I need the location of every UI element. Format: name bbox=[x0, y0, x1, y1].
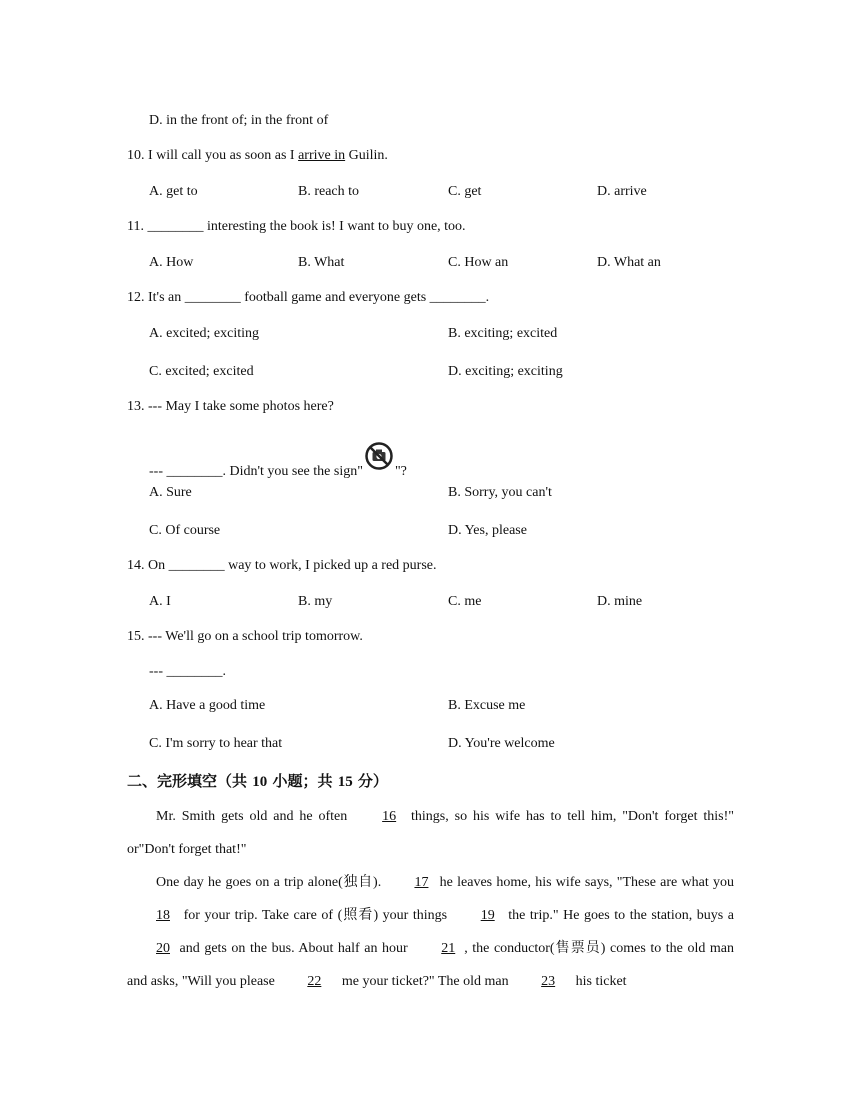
passage-text: Mr. Smith gets old and he often bbox=[156, 809, 354, 824]
q13-stem: 13. --- May I take some photos here? bbox=[127, 399, 334, 414]
q15-reply: --- ________. bbox=[149, 664, 226, 679]
q10-underlined-phrase: arrive in bbox=[298, 148, 346, 163]
passage-text: me your ticket?" The old man bbox=[338, 974, 513, 989]
cloze-blank-19: 19 bbox=[480, 908, 495, 923]
q10-option-a: A. get to bbox=[149, 184, 198, 199]
passage-text: things, so his wife has to tell him, "Don't forget this!" or"Don't forget that!" bbox=[127, 809, 735, 857]
no-camera-sign-icon bbox=[364, 451, 394, 481]
section-heading-count: 10 bbox=[252, 774, 268, 790]
q12-option-b: B. exciting; excited bbox=[448, 326, 558, 341]
q14-option-b: B. my bbox=[298, 594, 333, 609]
q14-option-d: D. mine bbox=[597, 594, 643, 609]
section-heading-points: 15 bbox=[337, 774, 353, 790]
q10-stem bbox=[127, 147, 388, 165]
passage-text: the trip." He goes to the station, buys a bbox=[503, 908, 734, 923]
passage-text: One day he goes on a trip alone(独自). bbox=[156, 875, 386, 890]
passage-text: and gets on the bus. About half an hour bbox=[175, 941, 413, 956]
q11-stem: 11. ________ interesting the book is! I want to buy one, too. bbox=[127, 219, 466, 234]
q14-option-a: A. I bbox=[149, 594, 171, 609]
q11-option-c: C. How an bbox=[448, 255, 509, 270]
q12-stem: 12. It's an ________ football game and everyone gets ________. bbox=[127, 290, 490, 305]
q14-stem: 14. On ________ way to work, I picked up a red purse. bbox=[127, 558, 437, 573]
q13-reply bbox=[149, 451, 407, 481]
q15-option-a: A. Have a good time bbox=[149, 698, 266, 713]
q15-stem: 15. --- We'll go on a school trip tomorrow. bbox=[127, 629, 363, 644]
passage-text: his ticket bbox=[572, 974, 627, 989]
section-heading-cloze bbox=[127, 770, 388, 791]
passage-paragraph-1 bbox=[127, 800, 734, 866]
q10-option-b: B. reach to bbox=[298, 184, 360, 199]
cloze-blank-23: 23 bbox=[541, 974, 556, 989]
q13-option-d: D. Yes, please bbox=[448, 523, 527, 538]
q9-option-d: D. in the front of; in the front of bbox=[149, 113, 329, 128]
q12-option-d: D. exciting; exciting bbox=[448, 364, 563, 379]
q13-reply-post: "? bbox=[394, 464, 407, 479]
q10-stem-pre: 10. I will call you as soon as I bbox=[127, 148, 299, 163]
cloze-blank-20: 20 bbox=[156, 941, 170, 956]
q13-option-c: C. Of course bbox=[149, 523, 221, 538]
q10-option-c: C. get bbox=[448, 184, 482, 199]
q15-option-c: C. I'm sorry to hear that bbox=[149, 736, 283, 751]
q13-reply-pre: --- ________. Didn't you see the sign" bbox=[149, 464, 363, 479]
section-heading-post: 分） bbox=[352, 772, 388, 790]
q11-option-b: B. What bbox=[298, 255, 345, 270]
q10-stem-post: Guilin. bbox=[345, 148, 388, 163]
q10-option-d: D. arrive bbox=[597, 184, 647, 199]
q14-option-c: C. me bbox=[448, 594, 482, 609]
cloze-blank-21: 21 bbox=[441, 941, 456, 956]
section-heading-pre: 二、完形填空（共 bbox=[127, 772, 253, 790]
cloze-blank-22: 22 bbox=[307, 974, 322, 989]
q13-option-a: A. Sure bbox=[149, 485, 192, 500]
q12-option-a: A. excited; exciting bbox=[149, 326, 260, 341]
q15-option-b: B. Excuse me bbox=[448, 698, 526, 713]
q12-option-c: C. excited; excited bbox=[149, 364, 254, 379]
passage-text: for your trip. Take care of (照看) your things bbox=[179, 908, 452, 923]
cloze-blank-16: 16 bbox=[382, 809, 397, 824]
q11-option-a: A. How bbox=[149, 255, 194, 270]
q13-option-b: B. Sorry, you can't bbox=[448, 485, 552, 500]
passage-paragraph-2 bbox=[127, 866, 734, 998]
cloze-blank-18: 18 bbox=[156, 908, 170, 923]
section-heading-mid: 小题；共 bbox=[267, 772, 338, 790]
passage-text: he leaves home, his wife says, "These are what you bbox=[435, 875, 734, 890]
q11-option-d: D. What an bbox=[597, 255, 661, 270]
cloze-blank-17: 17 bbox=[414, 875, 429, 890]
q15-option-d: D. You're welcome bbox=[448, 736, 555, 751]
passage-text: , the conductor(售票员) comes to the old man and asks, "Will you please bbox=[127, 941, 734, 989]
